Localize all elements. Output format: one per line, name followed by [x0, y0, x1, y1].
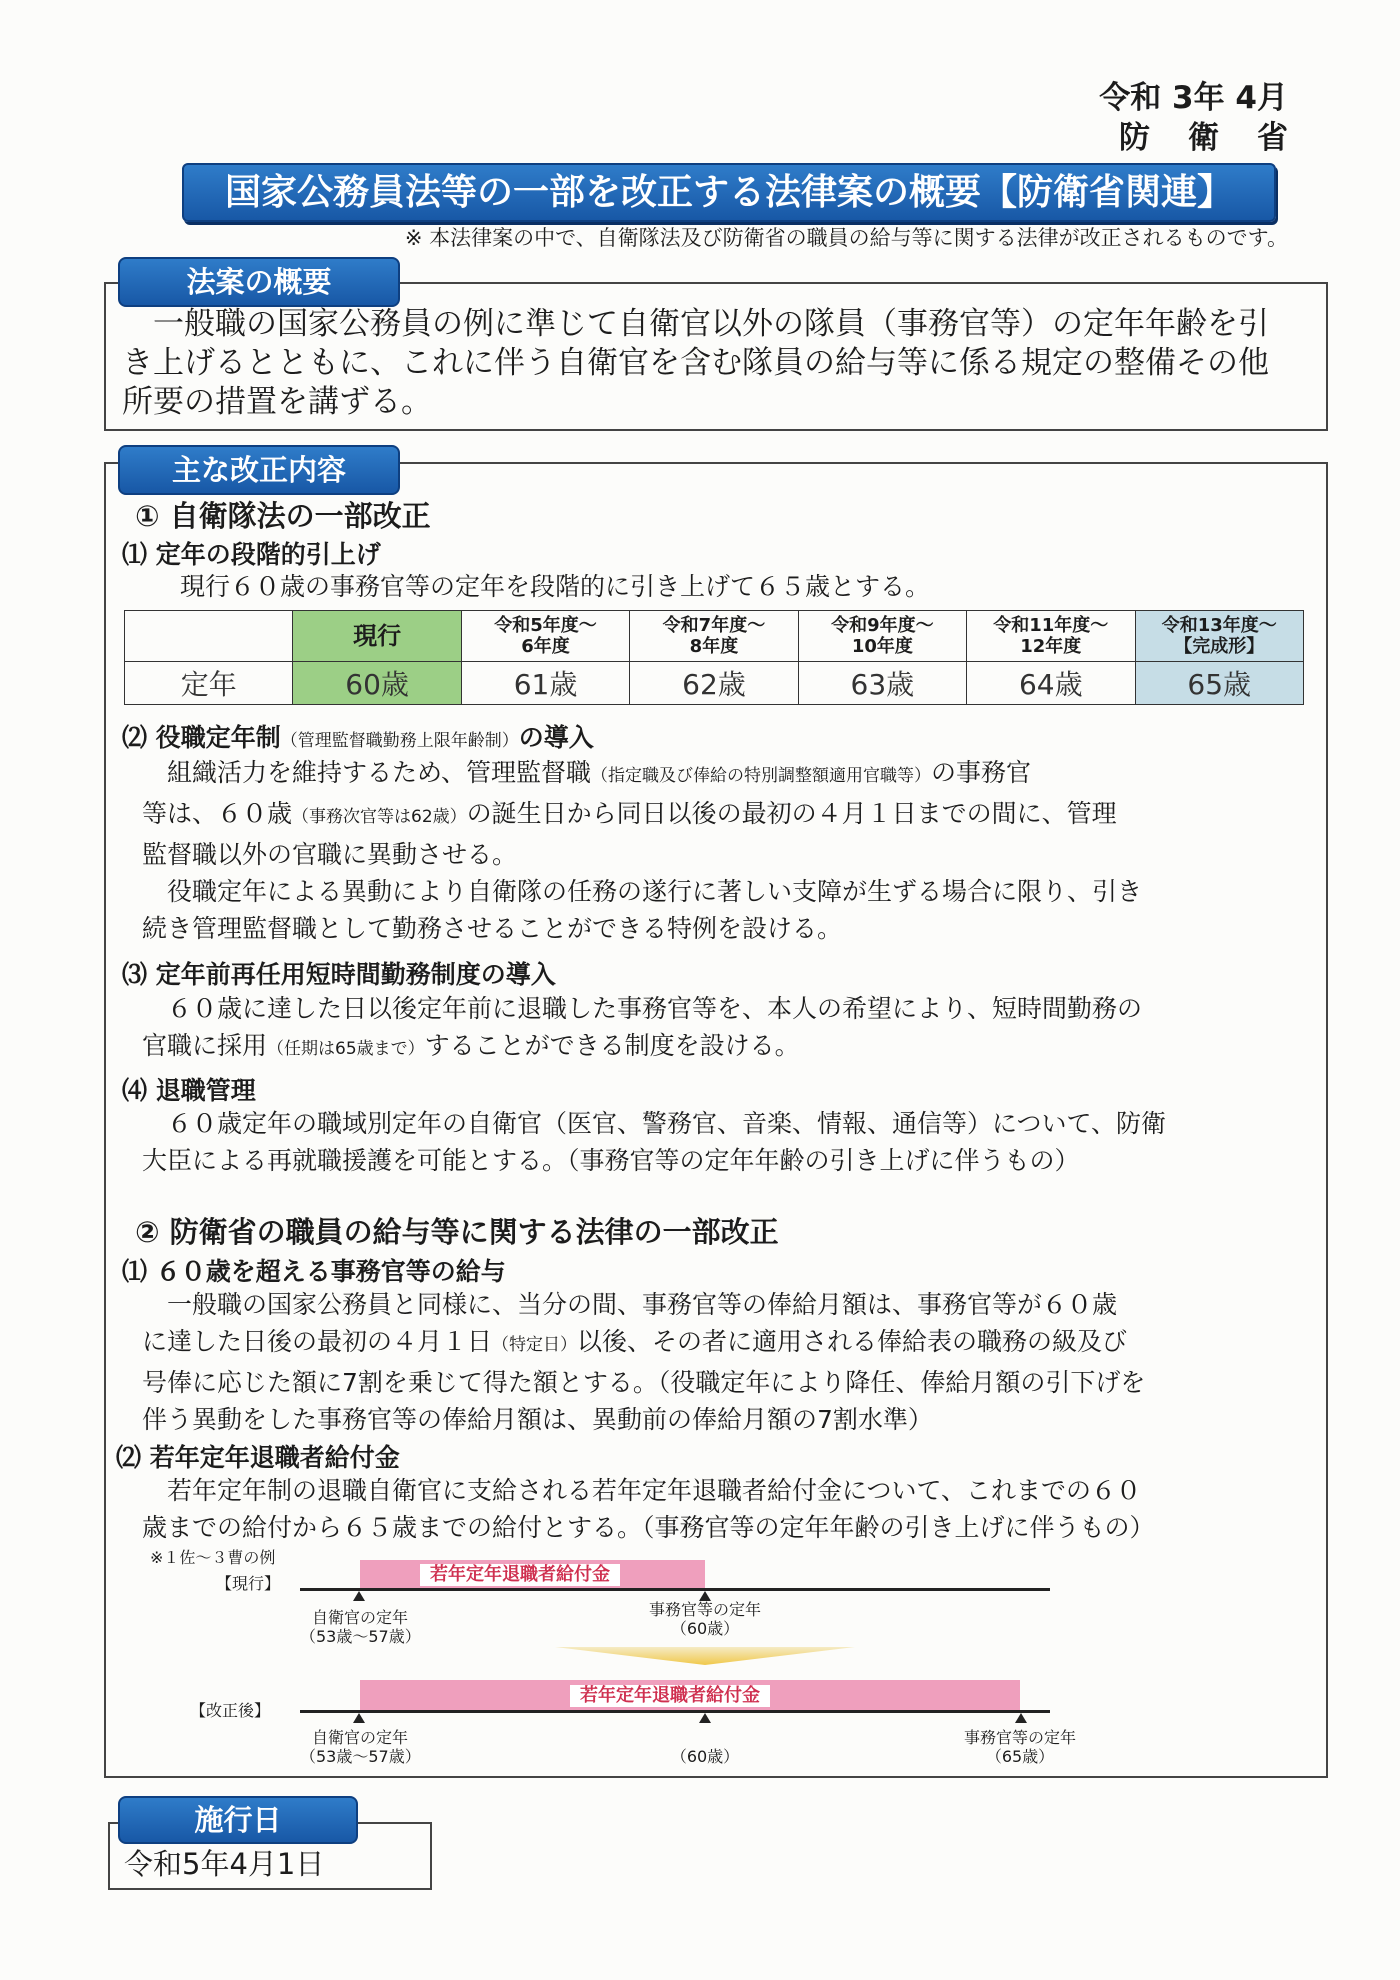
table-header-line: 令和13年度～ [1161, 615, 1277, 636]
marker-60-after [699, 1713, 711, 1723]
benefit-bar-current-label: 若年定年退職者給付金 [420, 1564, 620, 1586]
ministry-name: 防衛省 [1119, 120, 1326, 156]
section-1-1-title: ⑴ 定年の段階的引上げ [122, 540, 381, 569]
section-1-2-title [122, 718, 594, 754]
summary-text [122, 305, 1322, 422]
table-row-label: 定年 [125, 662, 293, 705]
table-cell: 60歳 [293, 662, 461, 705]
timeline-after [300, 1710, 1050, 1713]
section-2-2-line: 歳までの給付から６５歳までの給付とする。（事務官等の定年年齢の引き上げに伴うもの） [142, 1513, 1155, 1542]
section-2-1-line: に達した日後の最初の４月１日（特定日）以後、その者に適用される俸給表の職務の級及び [142, 1327, 1128, 1356]
section-1-3-line: ６０歳に達した日以後定年前に退職した事務官等を、本人の希望により、短時間勤務の [167, 994, 1143, 1023]
civil-retire-label-current: 事務官等の定年 （60歳） [648, 1600, 761, 1638]
sdf-retire-label-current: 自衛官の定年 （53歳～57歳） [300, 1608, 421, 1646]
table-header-line: 令和5年度～ [494, 615, 597, 636]
effective-date: 令和5年4月1日 [124, 1847, 325, 1881]
marker-sdf-current [353, 1591, 365, 1601]
section-2-1-title: ⑴ ６０歳を超える事務官等の給与 [122, 1257, 506, 1286]
table-header-cell: 現行 [293, 611, 461, 662]
section-2-1-line: 一般職の国家公務員と同様に、当分の間、事務官等の俸給月額は、事務官等が６０歳 [167, 1290, 1118, 1319]
header-block [1099, 78, 1326, 158]
section-1-4-line: 大臣による再就職援護を可能とする。（事務官等の定年年齢の引き上げに伴うもの） [142, 1146, 1080, 1175]
main-tab: 主な改正内容 [118, 445, 400, 495]
diagram-current-label: 【現行】 [216, 1574, 281, 1593]
marker-sdf-after [353, 1713, 365, 1723]
section-1-1-text: 現行６０歳の事務官等の定年を段階的に引き上げて６５歳とする。 [180, 572, 931, 601]
section-2-2-text [142, 1472, 1322, 1546]
title-note: ※ 本法律案の中で、自衛隊法及び防衛省の職員の給与等に関する法律が改正されるものです。 [404, 226, 1288, 250]
table-header-line: 【完成形】 [1174, 636, 1265, 657]
civil-retire-label-after: 事務官等の定年 （65歳） [963, 1728, 1076, 1766]
marker-civil-after [1015, 1713, 1027, 1723]
section-2-1-line: 号俸に応じた額に7割を乗じて得た額とする。（役職定年により降任、俸給月額の引下げを [142, 1368, 1146, 1397]
section-1-2-line: 監督職以外の官職に異動させる。 [142, 840, 518, 869]
benefit-bar-after-label: 若年定年退職者給付金 [570, 1685, 770, 1707]
section-2-1-line: 伴う異動をした事務官等の俸給月額は、異動前の俸給月額の7割水準） [142, 1405, 933, 1434]
table-header-cell [1135, 611, 1304, 662]
table-cell: 63歳 [798, 662, 966, 705]
summary-tab: 法案の概要 [118, 257, 400, 307]
effective-tab: 施行日 [118, 1796, 358, 1844]
table-header-cell [125, 611, 293, 662]
table-header-cell [967, 611, 1135, 662]
section-1-3-text [142, 990, 1322, 1068]
section-1-2-line: 続き管理監督職として勤務させることができる特例を設ける。 [142, 914, 843, 943]
table-row [125, 662, 1304, 705]
table-header-line: 令和9年度～ [831, 615, 934, 636]
section-1-title: ① 自衛隊法の一部改正 [135, 499, 431, 533]
section-1-3-title: ⑶ 定年前再任用短時間勤務制度の導入 [122, 960, 556, 989]
table-cell: 64歳 [967, 662, 1135, 705]
table-header-line: 12年度 [1020, 636, 1082, 657]
document-date: 令和 3年 4月 [1099, 80, 1288, 116]
section-1-2-line: 役職定年による異動により自衛隊の任務の遂行に著しい支障が生ずる場合に限り、引き [167, 877, 1143, 906]
summary-line-2: き上げるとともに、これに伴う自衛官を含む隊員の給与等に係る規定の整備その他 [122, 345, 1269, 381]
section-1-2-title-main: ⑵ 役職定年制 [122, 723, 281, 752]
section-2-title: ② 防衛省の職員の給与等に関する法律の一部改正 [135, 1215, 779, 1249]
table-header-line: 10年度 [851, 636, 913, 657]
section-1-3-line: 官職に採用（任期は65歳まで）することができる制度を設ける。 [142, 1031, 800, 1060]
section-1-2-line: 組織活力を維持するため、管理監督職（指定職及び俸給の特別調整額適用官職等）の事務官 [167, 758, 1032, 787]
table-header-cell [461, 611, 629, 662]
section-1-2-title-end: の導入 [518, 723, 594, 752]
table-header-row [125, 611, 1304, 662]
section-1-2-text [142, 754, 1322, 947]
section-1-4-line: ６０歳定年の職域別定年の自衛官（医官、警務官、音楽、情報、通信等）について、防衛 [167, 1109, 1167, 1138]
section-1-4-text [142, 1105, 1322, 1179]
table-header-line: 令和11年度～ [993, 615, 1109, 636]
table-header-line: 令和7年度～ [662, 615, 766, 636]
transition-arrow-icon [555, 1643, 855, 1667]
retirement-age-table [124, 610, 1304, 705]
section-1-4-title: ⑷ 退職管理 [122, 1076, 256, 1105]
diagram-after-label: 【改正後】 [190, 1701, 271, 1720]
section-1-2-line: 等は、６０歳（事務次官等は62歳）の誕生日から同日以後の最初の４月１日までの間に、管理 [142, 799, 1117, 828]
timeline-current [300, 1588, 1050, 1591]
summary-line-1: 一般職の国家公務員の例に準じて自衛官以外の隊員（事務官等）の定年年齢を引 [153, 306, 1269, 342]
table-cell: 62歳 [630, 662, 798, 705]
table-header-line: 6年度 [521, 636, 570, 657]
diagram-note: ※１佐～３曹の例 [150, 1548, 276, 1567]
table-cell: 65歳 [1135, 662, 1304, 705]
section-1-2-title-note: （管理監督職勤務上限年齢制） [280, 731, 519, 751]
section-2-1-text [142, 1286, 1322, 1438]
document-title: 国家公務員法等の一部を改正する法律案の概要【防衛省関連】 [182, 163, 1276, 222]
table-cell: 61歳 [461, 662, 629, 705]
table-header-cell [798, 611, 966, 662]
section-2-2-line: 若年定年制の退職自衛官に支給される若年定年退職者給付金について、これまでの６０ [167, 1476, 1142, 1505]
summary-line-3: 所要の措置を講ずる。 [122, 384, 432, 420]
table-header-line: 8年度 [689, 636, 739, 657]
age60-label-after: （60歳） [670, 1747, 740, 1766]
table-header-cell [630, 611, 798, 662]
section-2-2-title: ⑵ 若年定年退職者給付金 [116, 1443, 400, 1472]
sdf-retire-label-after: 自衛官の定年 （53歳～57歳） [300, 1728, 421, 1766]
